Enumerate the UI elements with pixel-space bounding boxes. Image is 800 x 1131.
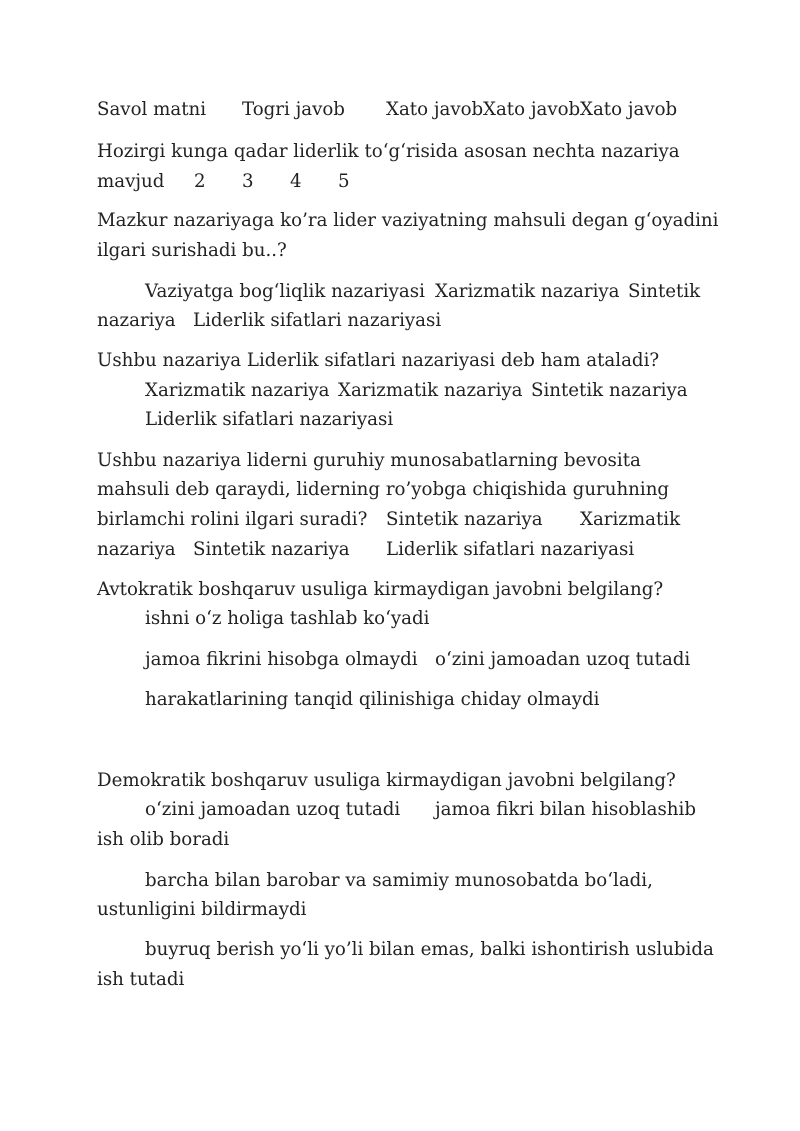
header-question-text: Savol matni xyxy=(97,99,207,120)
q3-answer-wrong-2: Sintetik nazariya xyxy=(531,380,688,401)
q1-text-line-2: mavjud xyxy=(97,171,165,192)
q2-text-line-2: ilgari surishadi bu..? xyxy=(97,240,287,261)
q3-answer-wrong-3: Liderlik sifatlari nazariyasi xyxy=(145,409,394,430)
q6-answer-wrong-3-line-2: ish tutadi xyxy=(97,969,185,990)
q6-answer-wrong-2-line-2: ustunligini bildirmaydi xyxy=(97,899,307,920)
q3-answer-correct: Xarizmatik nazariya xyxy=(145,380,330,401)
q2-answer-wrong-2-cont: nazariya xyxy=(97,310,176,331)
q4-text-line-3: birlamchi rolini ilgari suradi? xyxy=(97,509,368,530)
q1-answer-wrong-1: 3 xyxy=(242,171,254,192)
q2-answer-wrong-1: Xarizmatik nazariya xyxy=(435,281,620,302)
q5-text-line-1: Avtokratik boshqaruv usuliga kirmaydigan javobni belgilang? xyxy=(97,579,664,600)
q1-answer-wrong-3: 5 xyxy=(338,171,350,192)
header-wrong-answer-2: Xato javob xyxy=(483,99,581,120)
q5-answer-wrong-3: harakatlarining tanqid qilinishiga chiday olmaydi xyxy=(145,689,600,710)
q2-text-line-1: Mazkur nazariyaga ko’ra lider vaziyatning mahsuli degan g‘oyadini xyxy=(97,210,719,231)
q5-answer-wrong-1: jamoa fikrini hisobga olmaydi xyxy=(145,649,418,670)
q1-answer-wrong-2: 4 xyxy=(290,171,302,192)
q4-text-line-1: Ushbu nazariya liderni guruhiy munosabatlarning bevosita xyxy=(97,450,641,471)
q2-answer-wrong-2: Sintetik xyxy=(628,281,701,302)
q4-answer-correct: Sintetik nazariya xyxy=(386,509,543,530)
q1-text-line-1: Hozirgi kunga qadar liderlik to‘g‘risida asosan nechta nazariya xyxy=(97,141,680,162)
q4-answer-wrong-1: Xarizmatik xyxy=(580,509,681,530)
q6-answer-wrong-1: jamoa fikri bilan hisoblashib xyxy=(435,799,696,820)
q3-answer-wrong-1: Xarizmatik nazariya xyxy=(338,380,523,401)
q4-answer-wrong-1-cont: nazariya xyxy=(97,539,176,560)
q4-answer-wrong-2: Sintetik nazariya xyxy=(193,539,350,560)
q2-answer-wrong-3: Liderlik sifatlari nazariyasi xyxy=(193,310,442,331)
q4-text-line-2: mahsuli deb qaraydi, liderning ro’yobga chiqishida guruhning xyxy=(97,479,670,500)
q6-text-line-1: Demokratik boshqaruv usuliga kirmaydigan javobni belgilang? xyxy=(97,770,676,791)
q6-answer-correct: o‘zini jamoadan uzoq tutadi xyxy=(145,799,401,820)
q6-answer-wrong-2-line-1: barcha bilan barobar va samimiy munosobatda bo‘ladi, xyxy=(145,870,653,891)
q1-answer-correct: 2 xyxy=(194,171,206,192)
header-wrong-answer-3: Xato javob xyxy=(580,99,678,120)
q6-answer-wrong-3-line-1: buyruq berish yo‘li yo’li bilan emas, balki ishontirish uslubida xyxy=(145,939,714,960)
header-wrong-answer-1: Xato javob xyxy=(386,99,484,120)
q6-answer-wrong-1-cont: ish olib boradi xyxy=(97,829,230,850)
q4-answer-wrong-3: Liderlik sifatlari nazariyasi xyxy=(386,539,635,560)
q2-answer-correct: Vaziyatga bog‘liqlik nazariyasi xyxy=(145,281,425,302)
q5-answer-wrong-2: o‘zini jamoadan uzoq tutadi xyxy=(435,649,691,670)
header-correct-answer: Togri javob xyxy=(242,99,345,120)
q3-text-line-1: Ushbu nazariya Liderlik sifatlari nazariyasi deb ham ataladi? xyxy=(97,350,660,371)
q5-answer-correct: ishni o‘z holiga tashlab ko‘yadi xyxy=(145,608,430,629)
